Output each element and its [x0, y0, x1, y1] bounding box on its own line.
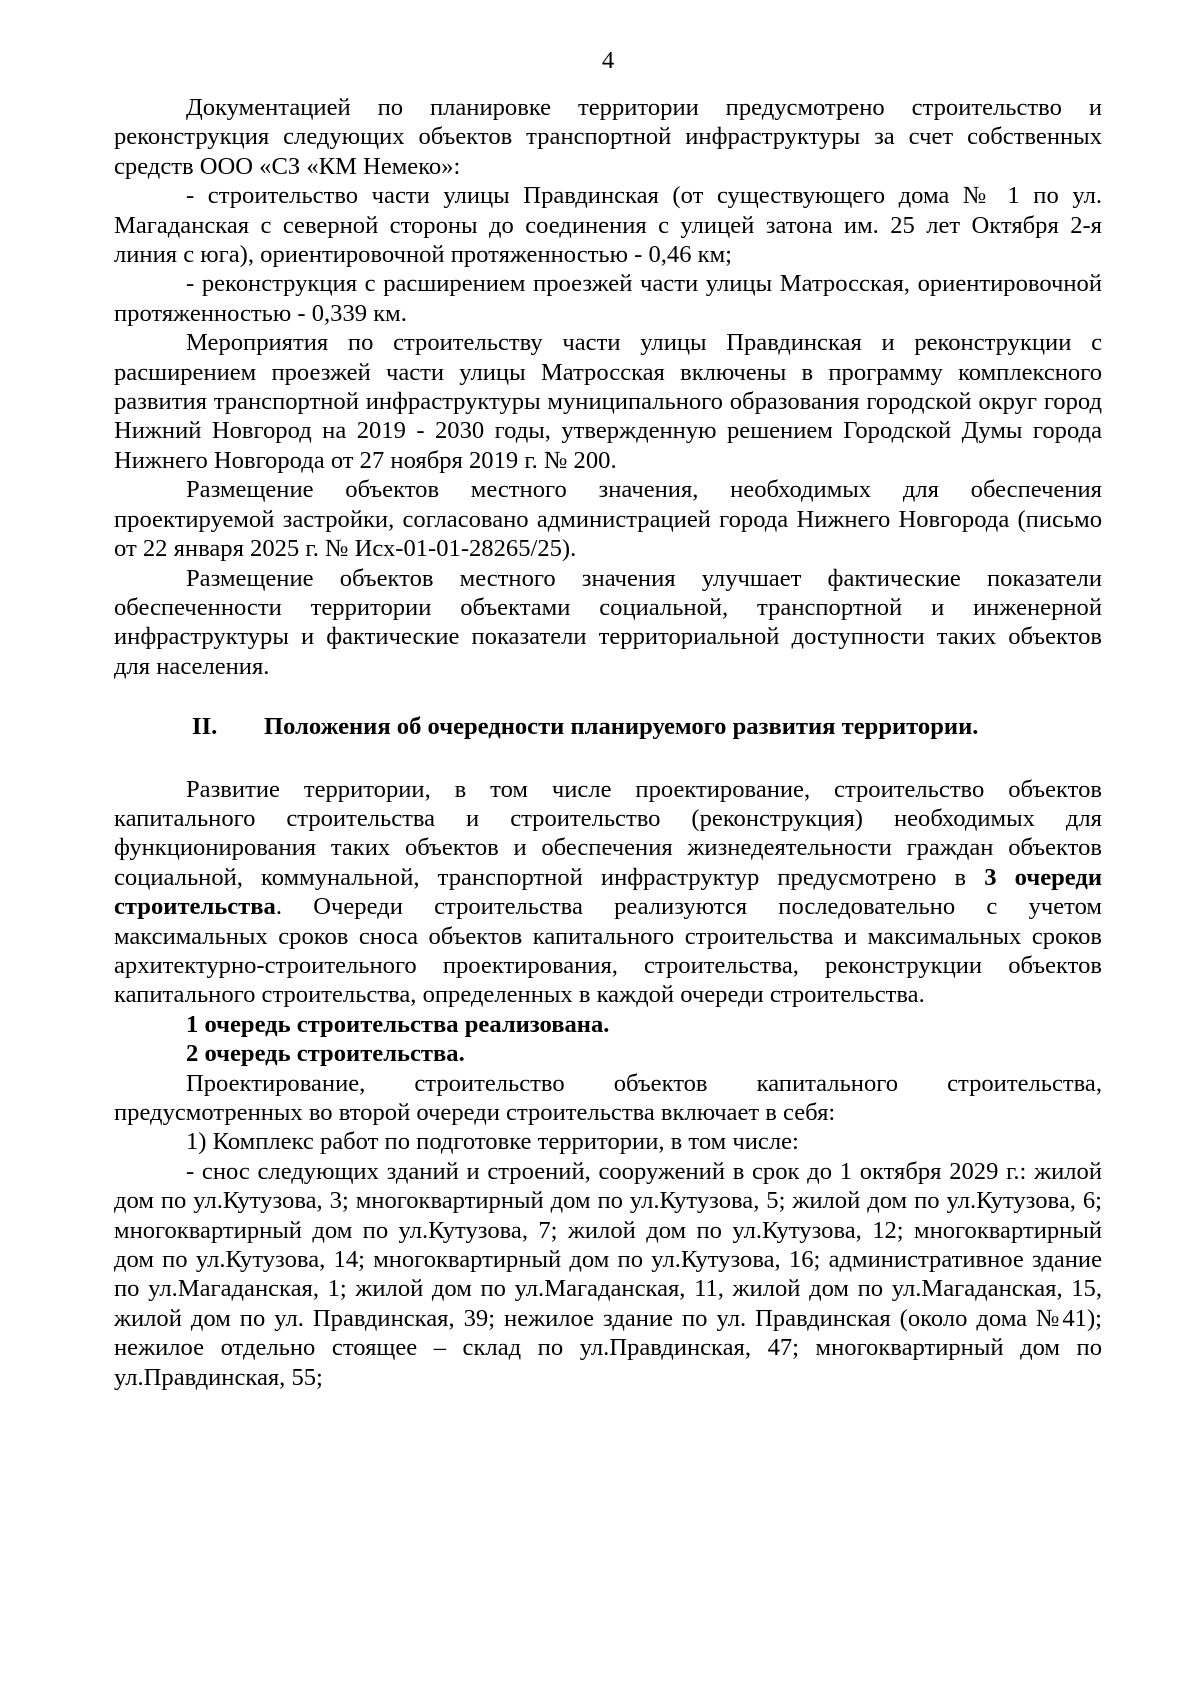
stage-2-title: 2 очередь строительства. — [186, 1040, 465, 1068]
development-text-after: . Очереди строительства реализуются последовательно с учетом максимальных сроков сноса объектов капитального строительства и максимальных сроков архитектурно-строительного проектирования, строительства, реконструкции объектов капитального строительства, определенных в каждой очереди строительства. — [114, 893, 1102, 1009]
page-number: 4 — [601, 47, 615, 74]
development-text-before: Развитие территории, в том числе проектирование, строительство объектов капитального строительства и строительство (реконструкция) необходимых для функционирования таких объектов и обеспечения жизнедеятельности граждан объектов социальной, коммунальной, транспортной инфраструктур предусмотрено в — [114, 775, 1102, 891]
paragraph-local-objects-improvement: Размещение объектов местного значения улучшает фактические показатели обеспеченности территории объектами социальной, транспортной и инженерной инфраструктуры и фактические показатели территориальной доступности таких объектов для населения. — [114, 564, 1102, 680]
paragraph-pravdinskaya-construction: - строительство части улицы Правдинская (от существующего дома № 1 по ул. Магаданская с северной стороны до соединения с улицей затона им. 25 лет Октября 2-я линия с юга), ориентировочной протяженностью - 0,46 км; — [114, 182, 1102, 269]
paragraph-program-inclusion: Мероприятия по строительству части улицы Правдинская и реконструкции с расширением проезжей части улицы Матросская включены в программу комплексного развития транспортной инфраструктуры муниципального образования городской округ город Нижний Новгород на 2019 - 2030 годы, утвержденную решением Городской Думы города Нижнего Новгорода от 27 ноября 2019 г. № 200. — [114, 329, 1102, 474]
stage-1-title: 1 очередь строительства реализована. — [186, 1010, 610, 1038]
development-text-bold: 3 очереди строительства — [114, 863, 1102, 921]
paragraph-development-stages — [114, 775, 1102, 1010]
section-number: II. — [192, 713, 218, 741]
paragraph-local-objects-agreement: Размещение объектов местного значения, необходимых для обеспечения проектируемой застройки, согласовано администрацией города Нижнего Новгорода (письмо от 22 января 2025 г. № Исх-01-01-28265/25). — [114, 476, 1102, 563]
section-spacer — [114, 681, 1102, 712]
paragraph-stage2-site-prep: 1) Комплекс работ по подготовке территории, в том числе: — [186, 1128, 799, 1156]
section-title: Положения об очередности планируемого развития территории. — [264, 713, 979, 741]
paragraph-matrosskaya-reconstruction: - реконструкция с расширением проезжей части улицы Матросская, ориентировочной протяженностью - 0,339 км. — [114, 270, 1102, 327]
section-heading — [114, 712, 1102, 741]
paragraph-stage2-demolition: - снос следующих зданий и строений, сооружений в срок до 1 октября 2029 г.: жилой дом по ул.Кутузова, 3; многоквартирный дом по ул.Кутузова, 5; жилой дом по ул.Кутузова, 6; многоквартирный дом по ул.Кутузова, 7; жилой дом по ул.Кутузова, 12; многоквартирный дом по ул.Кутузова, 14; многоквартирный дом по ул.Кутузова, 16; административное здание по ул.Магаданская, 1; жилой дом по ул.Магаданская, 11, жилой дом по ул.Магаданская, 15, жилой дом по ул. Правдинская, 39; нежилое здание по ул. Правдинская (около дома №41); нежилое отдельно стоящее – склад по ул.Правдинская, 47; многоквартирный дом по ул.Правдинская, 55; — [114, 1157, 1102, 1391]
paragraph-transport-intro: Документацией по планировке территории предусмотрено строительство и реконструкция следующих объектов транспортной инфраструктуры за счет собственных средств ООО «СЗ «КМ Немеко»: — [114, 94, 1102, 180]
paragraph-stage2-design: Проектирование, строительство объектов капитального строительства, предусмотренных во второй очереди строительства включает в себя: — [114, 1069, 1102, 1126]
